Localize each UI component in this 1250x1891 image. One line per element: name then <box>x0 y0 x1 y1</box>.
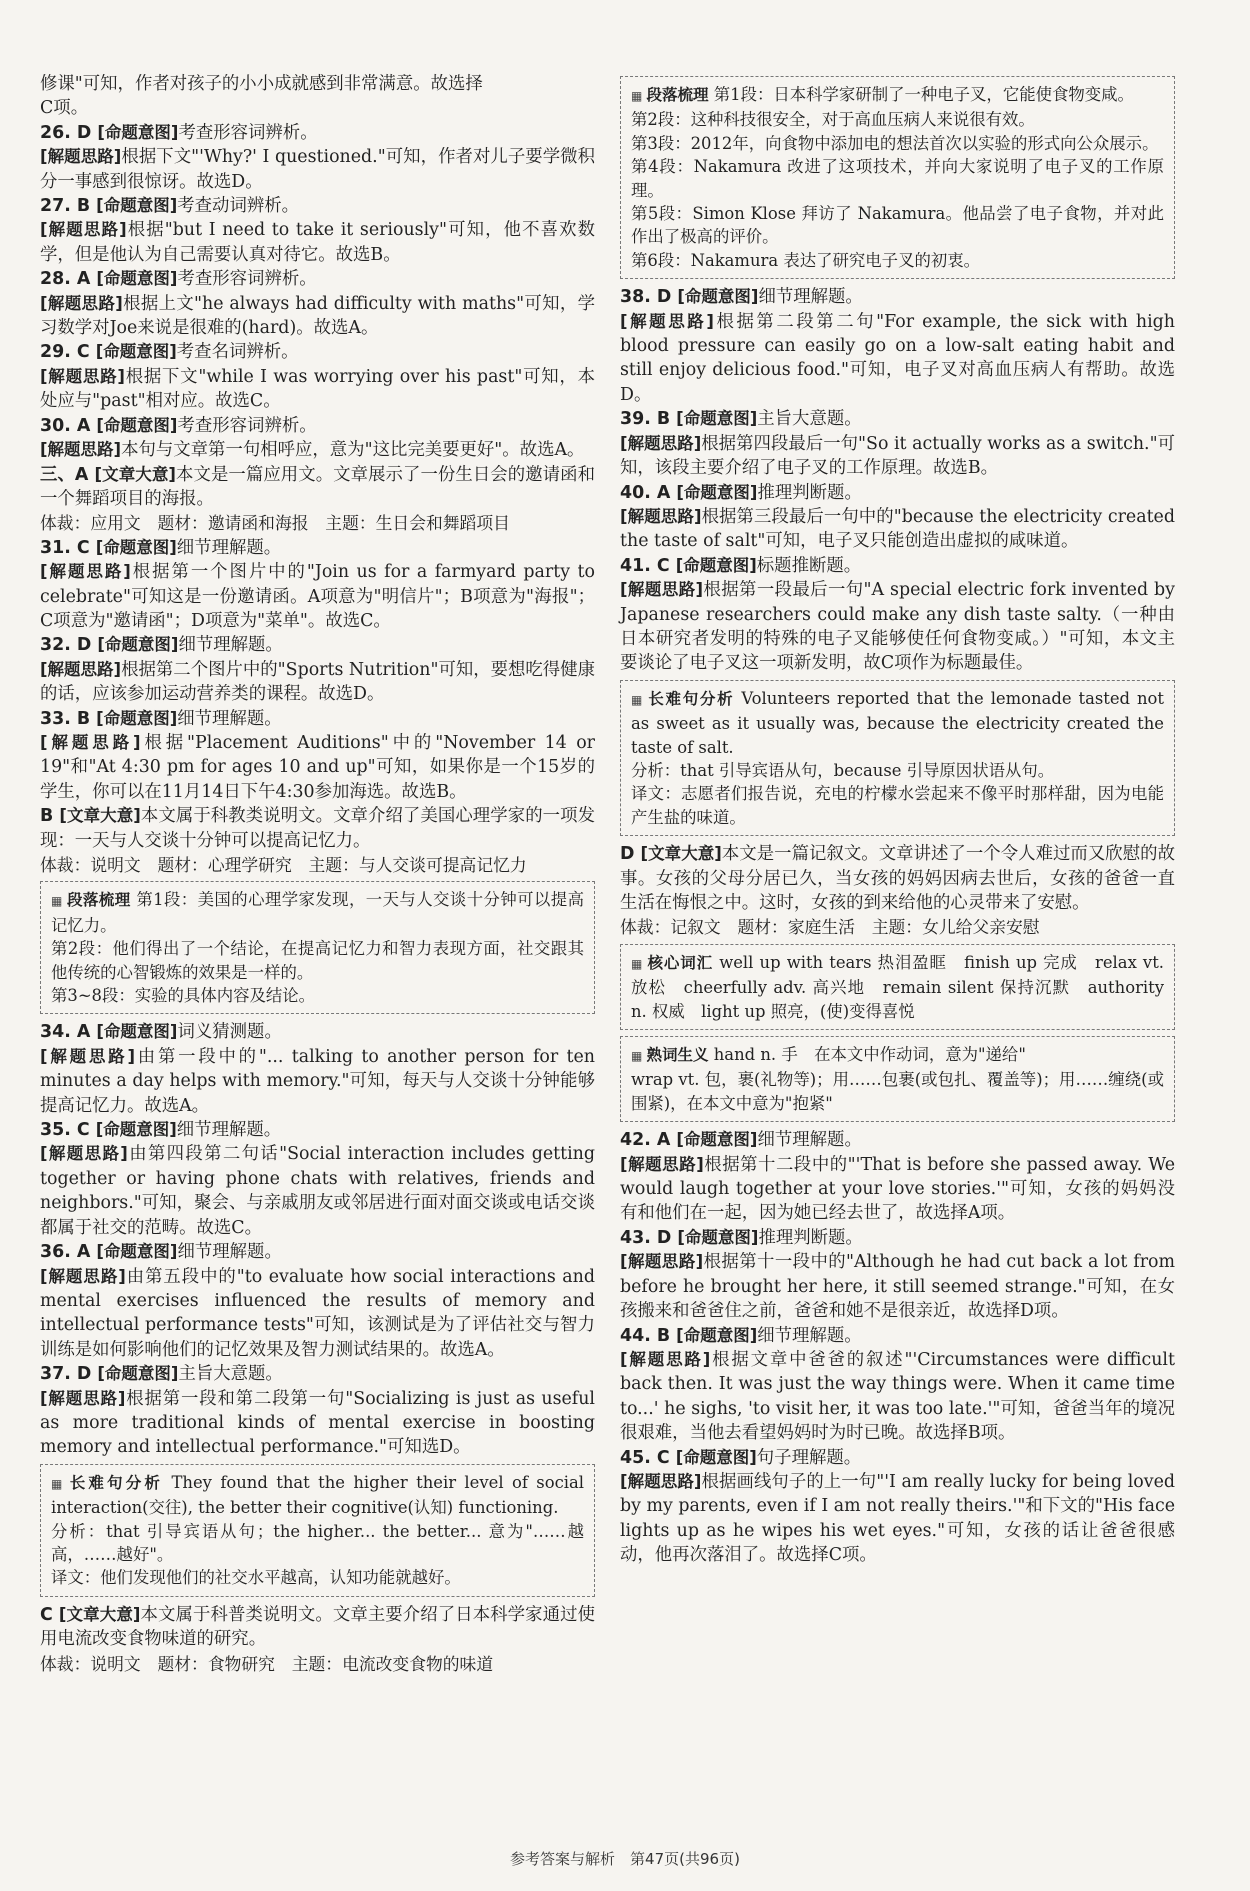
box-line: wrap vt. 包，裹(礼物等)；用……包裹(或包扎、覆盖等)；用……缠绕(或围紧)，在本文中意为"抱紧" <box>631 1070 1164 1113</box>
paragraph-text: 考查形容词辨析。 <box>177 269 317 290</box>
section-tag: [解题思路] <box>40 293 123 313</box>
box-line: Volunteers reported that the lemonade tasted not as sweet as it usually was, because the electricity created the taste of salt. <box>631 688 1164 757</box>
question-number: 40. A <box>620 482 677 503</box>
box-label: ▦ 段落梳理 <box>51 891 131 909</box>
answer-item <box>40 1118 595 1142</box>
answer-item <box>40 267 595 291</box>
section-tag: [解题思路] <box>40 1266 126 1286</box>
paragraph-text: 细节理解题。 <box>178 635 283 656</box>
paragraph-text: 由第五段中的"to evaluate how social interactions and mental exercises influenced the results of memory and intellectual performance tests"可知，该测试是为了评估社交与智力训练是如何影响他们的记忆效果及智力测试结果的。故选A。 <box>40 1266 595 1360</box>
answer-explanation <box>40 1265 595 1363</box>
section-tag: [命题意图] <box>96 708 178 728</box>
paragraph-text: 句子理解题。 <box>756 1447 862 1468</box>
section-tag: [解题思路] <box>40 366 125 386</box>
paragraph-text: 本文属于科普类说明文。文章主要介绍了日本科学家通过使用电流改变食物味道的研究。 <box>40 1604 595 1650</box>
answer-explanation <box>40 292 595 341</box>
section-tag: [命题意图] <box>95 342 177 362</box>
paragraph-text: 细节理解题。 <box>176 537 282 558</box>
paragraph-text: 根据第一段最后一句"A special electric fork invented by Japanese researchers could make any dish taste salty.（一种由日本研究者发明的特殊的电子叉能够使任何食物变咸。）"可知，本文主要谈论了电子叉这一项新发明，故C项作为标题最佳。 <box>620 580 1175 674</box>
question-number: 28. A <box>40 269 97 290</box>
answer-item <box>40 463 595 512</box>
box-line: 第1段：美国的心理学家发现，一天与人交谈十分钟可以提高记忆力。 <box>51 890 584 935</box>
question-number: 45. C <box>620 1447 676 1468</box>
question-number: 27. B <box>40 196 97 217</box>
answer-item <box>40 414 595 438</box>
box-line: well up with tears 热泪盈眶 finish up 完成 relax vt. 放松 cheerfully adv. 高兴地 remain silent 保持沉默 authority n. 权威 light up 照亮，(使)变得喜悦 <box>631 952 1164 1021</box>
analysis-box <box>620 1036 1175 1122</box>
section-tag: [命题意图] <box>96 1242 178 1262</box>
box-line: 第1段：日本科学家研制了一种电子叉，它能使食物变咸。 <box>713 85 1134 104</box>
section-tag: [解题思路] <box>620 580 704 600</box>
paragraph-text: 主旨大意题。 <box>178 1364 283 1385</box>
answer-item <box>40 194 595 218</box>
box-label: ▦ 长难句分析 <box>51 1474 163 1492</box>
genre-meta: 体裁：说明文 题材：食物研究 主题：电流改变食物的味道 <box>40 1653 494 1674</box>
paragraph-text: 根据第十二段中的"'That is before she passed away. We would laugh together at your love stories.'"可知，女孩的妈妈没有和他们在一起，因为她已经去世了，故选择A项。 <box>620 1154 1175 1224</box>
paragraph-text: 根据画线句子的上一句"'I am really lucky for being loved by my parents, even if I am not really theirs.'"和下文的"His face lights up as he wipes his wet eyes."可知，女孩的话让爸爸很感动，他再次落泪了。故选择C项。 <box>620 1471 1175 1566</box>
analysis-box <box>40 881 595 1014</box>
paragraph-text: 根据上文"he always had difficulty with maths"可知，学习数学对Joe来说是很难的(hard)。故选A。 <box>40 293 595 339</box>
paragraph-text: 根据第一个图片中的"Join us for a farmyard party to celebrate"可知这是一份邀请函。A项意为"明信片"；B项意为"海报"；C项意为"邀请函"；D项意为"菜单"。故选C。 <box>40 562 595 631</box>
answer-explanation <box>40 658 595 707</box>
paragraph-text: 根据第四段最后一句"So it actually works as a switch."可知，该段主要介绍了电子叉的工作原理。故选B。 <box>620 433 1175 479</box>
answer-item <box>40 1020 595 1044</box>
question-number: 36. A <box>40 1242 97 1263</box>
question-number: 32. D <box>40 635 98 656</box>
question-number: 34. A <box>40 1022 97 1043</box>
question-number: D <box>620 844 641 865</box>
answer-explanation <box>40 731 595 804</box>
box-line: 分析：that 引导宾语从句；the higher... the better... 意为"……越高，……越好"。 <box>51 1521 584 1564</box>
question-number: 30. A <box>40 415 97 436</box>
answer-explanation <box>40 365 595 414</box>
section-tag: [文章大意] <box>640 844 722 864</box>
section-tag: [命题意图] <box>96 269 178 289</box>
section-tag: [命题意图] <box>676 1325 758 1345</box>
section-tag: [解题思路] <box>620 506 702 526</box>
section-tag: [解题思路] <box>40 220 127 240</box>
answer-item <box>40 121 595 145</box>
question-number: C <box>40 1604 59 1625</box>
section-tag: [命题意图] <box>676 409 758 429</box>
box-line: 译文：他们发现他们的社交水平越高，认知功能就越好。 <box>51 1568 461 1588</box>
paragraph-text: 根据第十一段中的"Although he had cut back a lot from before he brought her here, it still seemed strange."可知，在女孩搬来和爸爸住之前，爸爸和她不是很亲近，故选择D项。 <box>620 1252 1175 1322</box>
section-tag: [命题意图] <box>675 555 757 575</box>
section-tag: [命题意图] <box>96 415 178 435</box>
section-tag: [命题意图] <box>96 1022 178 1042</box>
answer-explanation <box>40 1045 595 1118</box>
answer-explanation <box>620 505 1175 554</box>
section-tag: [解题思路] <box>620 1349 711 1369</box>
paragraph-text: 根据"but I need to take it seriously"可知，他不喜欢数学，但是他认为自己需要认真对待它。故选B。 <box>40 220 595 265</box>
answer-explanation <box>620 310 1175 408</box>
section-tag: [解题思路] <box>40 1046 136 1066</box>
box-line: hand n. 手 在本文中作动词，意为"递给" <box>713 1045 1026 1065</box>
paragraph-text: 根据第一段和第二段第一句"Socializing is just as useful as more traditional kinds of mental exercise in boosting memory and intellectual performance."可知选D。 <box>40 1388 595 1458</box>
section-tag: [命题意图] <box>95 1120 177 1140</box>
box-line: 第2段：这种科技很安全，对于高血压病人来说很有效。 <box>631 110 1035 130</box>
section-tag: [解题思路] <box>620 433 702 453</box>
analysis-box <box>620 944 1175 1030</box>
paragraph-text: 根据第二个图片中的"Sports Nutrition"可知，要想吃得健康的话，应该参加运动营养类的课程。故选D。 <box>40 659 595 705</box>
analysis-box <box>620 680 1175 836</box>
answer-explanation <box>40 145 595 194</box>
paragraph-text: 词义猜测题。 <box>177 1022 282 1043</box>
question-number: 33. B <box>40 708 97 729</box>
paragraph-text: 本句与文章第一句相呼应，意为"这比完美要更好"。故选A。 <box>121 440 585 461</box>
answer-item <box>620 1446 1175 1470</box>
answer-item <box>40 536 595 560</box>
box-line: 译文：志愿者们报告说，充电的柠檬水尝起来不像平时那样甜，因为电能产生盐的味道。 <box>631 784 1164 827</box>
answer-explanation <box>40 218 595 267</box>
genre-meta: 体裁：应用文 题材：邀请函和海报 主题：生日会和舞蹈项目 <box>40 513 510 534</box>
section-tag: [命题意图] <box>95 537 177 557</box>
section-tag: [解题思路] <box>40 562 131 582</box>
section-tag: [命题意图] <box>677 287 759 307</box>
answer-item <box>620 554 1175 578</box>
answer-item <box>620 1226 1175 1250</box>
answer-explanation <box>620 1348 1175 1446</box>
paragraph-text: 根据下文"while I was worrying over his past"可知，本处应与"past"相对应。故选C。 <box>40 366 595 412</box>
section-tag: [命题意图] <box>97 635 179 655</box>
section-tag: [命题意图] <box>97 122 179 142</box>
answer-item <box>40 340 595 364</box>
box-label: ▦ 核心词汇 <box>631 954 713 972</box>
paragraph-text: 本文属于科教类说明文。文章介绍了美国心理学家的一项发现：一天与人交谈十分钟可以提高记忆力。 <box>40 806 595 851</box>
answer-item <box>620 407 1175 431</box>
section-tag: [解题思路] <box>620 1471 702 1491</box>
paragraph-text: 细节理解题。 <box>757 1325 862 1346</box>
analysis-box <box>620 76 1175 279</box>
answer-item <box>40 1362 595 1386</box>
section-tag: [解题思路] <box>40 147 122 167</box>
answer-explanation <box>620 432 1175 481</box>
answer-item <box>620 842 1175 915</box>
question-number: 37. D <box>40 1364 98 1385</box>
paragraph-text: 本文是一篇应用文。文章展示了一份生日会的邀请函和一个舞蹈项目的海报。 <box>40 464 595 509</box>
box-line: 第6段：Nakamura 表达了研究电子叉的初衷。 <box>631 250 981 270</box>
question-number: 44. B <box>620 1325 677 1346</box>
right-column <box>620 72 1175 1568</box>
box-line: 第3段：2012年，向食物中添加电的想法首次以实验的形式向公众展示。 <box>631 133 1159 153</box>
paragraph-text: 主旨大意题。 <box>757 409 862 430</box>
answer-item <box>620 481 1175 505</box>
paragraph-text: 考查名词辨析。 <box>176 342 299 363</box>
section-tag: [解题思路] <box>40 732 141 752</box>
question-number: 39. B <box>620 409 677 430</box>
answer-explanation <box>40 1387 595 1460</box>
paragraph-text: 根据文章中爸爸的叙述"'Circumstances were difficult back then. It was just the way things were. When it came time to...' he sighs, 'to visit her, it was too late.'"可知，爸爸当年的境况很艰难，当他去看望妈妈时为时已晚。故选择B项。 <box>620 1349 1175 1444</box>
paragraph-text: 细节理解题。 <box>177 1242 282 1263</box>
box-line: 第2段：他们得出了一个结论，在提高记忆力和智力表现方面，社交跟其他传统的心智锻炼的效果是一样的。 <box>51 939 584 982</box>
paragraph-text: 修课"可知，作者对孩子的小小成就感到非常满意。故选择 <box>40 74 483 94</box>
paragraph-text: 考查动词辨析。 <box>177 196 300 217</box>
section-tag: [解题思路] <box>40 440 122 460</box>
paragraph-text: 根据下文"'Why?' I questioned."可知，作者对儿子要学微积分一事感到很惊讶。故选D。 <box>40 147 595 192</box>
box-label: ▦ 段落梳理 <box>631 86 709 104</box>
section-tag: [文章大意] <box>59 806 141 826</box>
question-number: B <box>40 806 60 827</box>
paragraph-text: 细节理解题。 <box>176 1120 282 1141</box>
answer-explanation <box>620 1470 1175 1568</box>
answer-explanation <box>40 1142 595 1240</box>
section-tag: [解题思路] <box>620 311 714 331</box>
box-line: 分析：that 引导宾语从句，because 引导原因状语从句。 <box>631 760 1055 780</box>
answer-explanation <box>620 578 1175 676</box>
question-number: 三、A <box>40 464 95 485</box>
section-tag: [命题意图] <box>676 1130 758 1150</box>
section-tag: [解题思路] <box>620 1154 704 1174</box>
answer-explanation <box>40 72 595 96</box>
section-tag: [解题思路] <box>40 1388 126 1408</box>
paragraph-text: 考查形容词辨析。 <box>177 415 317 436</box>
section-tag: [命题意图] <box>676 482 758 502</box>
box-label: ▦ 熟词生义 <box>631 1046 709 1064</box>
question-number: 38. D <box>620 287 678 308</box>
page-footer: 参考答案与解析 第47页(共96页) <box>510 1850 740 1868</box>
genre-meta: 体裁：说明文 题材：心理学研究 主题：与人交谈可提高记忆力 <box>40 855 527 875</box>
answer-explanation <box>40 560 595 633</box>
section-tag: [解题思路] <box>40 1144 128 1164</box>
question-number: 41. C <box>620 555 676 576</box>
section-tag: [解题思路] <box>40 659 122 679</box>
answer-item <box>620 1128 1175 1152</box>
answer-item <box>40 633 595 657</box>
paragraph-text: C项。 <box>40 98 89 119</box>
box-line: They found that the higher their level of social interaction(交往), the better their cognitive(认知) functioning. <box>51 1472 585 1518</box>
paragraph-text: 根据"Placement Auditions"中的"November 14 or 19"和"At 4:30 pm for ages 10 and up"可知，如果你是一个15岁的学生，你可以在11月14日下午4:30参加海选。故选B。 <box>40 732 595 802</box>
box-line: 第4段：Nakamura 改进了这项技术，并向大家说明了电子叉的工作原理。 <box>631 157 1164 200</box>
answer-explanation <box>40 438 595 462</box>
answer-explanation <box>620 1153 1175 1226</box>
answer-item <box>40 707 595 731</box>
question-number: 42. A <box>620 1130 677 1151</box>
paragraph-text: 细节理解题。 <box>177 708 282 729</box>
left-column <box>40 72 595 1676</box>
box-line: 第3~8段：实验的具体内容及结论。 <box>51 986 316 1006</box>
paragraph-text: 细节理解题。 <box>758 287 863 308</box>
box-line: 第5段：Simon Klose 拜访了 Nakamura。他品尝了电子食物，并对此作出了极高的评价。 <box>631 204 1164 247</box>
answer-item <box>40 1603 595 1652</box>
paragraph-text: 推理判断题。 <box>757 482 862 503</box>
section-tag: [文章大意] <box>94 464 176 484</box>
paragraph-text: 由第一段中的"... talking to another person for ten minutes a day helps with memory."可知，每天与人交谈十分钟能够提高记忆力。故选A。 <box>40 1046 595 1116</box>
question-number: 35. C <box>40 1120 96 1141</box>
paragraph-text: 细节理解题。 <box>757 1130 862 1151</box>
paragraph-text: 推理判断题。 <box>758 1227 863 1248</box>
analysis-box <box>40 1464 595 1597</box>
paragraph-text: 本文是一篇记叙文。文章讲述了一个令人难过而又欣慰的故事。女孩的父母分居已久，当女孩的妈妈因病去世后，女孩的爸爸一直生活在悔恨之中。这时，女孩的到来给他的心灵带来了安慰。 <box>620 844 1175 913</box>
genre-meta: 体裁：记叙文 题材：家庭生活 主题：女儿给父亲安慰 <box>620 917 1040 938</box>
section-tag: [命题意图] <box>96 196 178 216</box>
paragraph-text: 根据第三段最后一句中的"because the electricity created the taste of salt"可知，电子叉只能创造出虚拟的咸味道。 <box>620 506 1175 552</box>
answer-explanation <box>40 96 595 120</box>
box-label: ▦ 长难句分析 <box>631 690 734 708</box>
section-tag: [解题思路] <box>620 1252 704 1272</box>
section-tag: [命题意图] <box>677 1227 759 1247</box>
paragraph-text: 由第四段第二句话"Social interaction includes getting together or having phone chats with relatives, friends and neighbors."可知，聚会、与亲戚朋友或邻居进行面对面交谈或电话交谈都属于社交的范畴。故选C。 <box>40 1144 595 1238</box>
question-number: 31. C <box>40 537 96 558</box>
answer-item <box>620 1324 1175 1348</box>
answer-explanation <box>620 1250 1175 1323</box>
question-number: 29. C <box>40 342 96 363</box>
paragraph-text: 根据第二段第二句"For example, the sick with high blood pressure can easily go on a low-salt eating habit and still enjoy delicious food."可知，电子叉对高血压病人有帮助。故选D。 <box>620 311 1175 405</box>
section-tag: [命题意图] <box>675 1447 757 1467</box>
paragraph-text: 标题推断题。 <box>756 555 862 576</box>
section-tag: [命题意图] <box>97 1364 179 1384</box>
answer-item <box>40 1240 595 1264</box>
paragraph-text: 考查形容词辨析。 <box>178 122 318 143</box>
answer-item <box>40 804 595 853</box>
question-number: 43. D <box>620 1227 678 1248</box>
section-tag: [文章大意] <box>58 1604 141 1624</box>
question-number: 26. D <box>40 122 98 143</box>
answer-item <box>620 285 1175 309</box>
